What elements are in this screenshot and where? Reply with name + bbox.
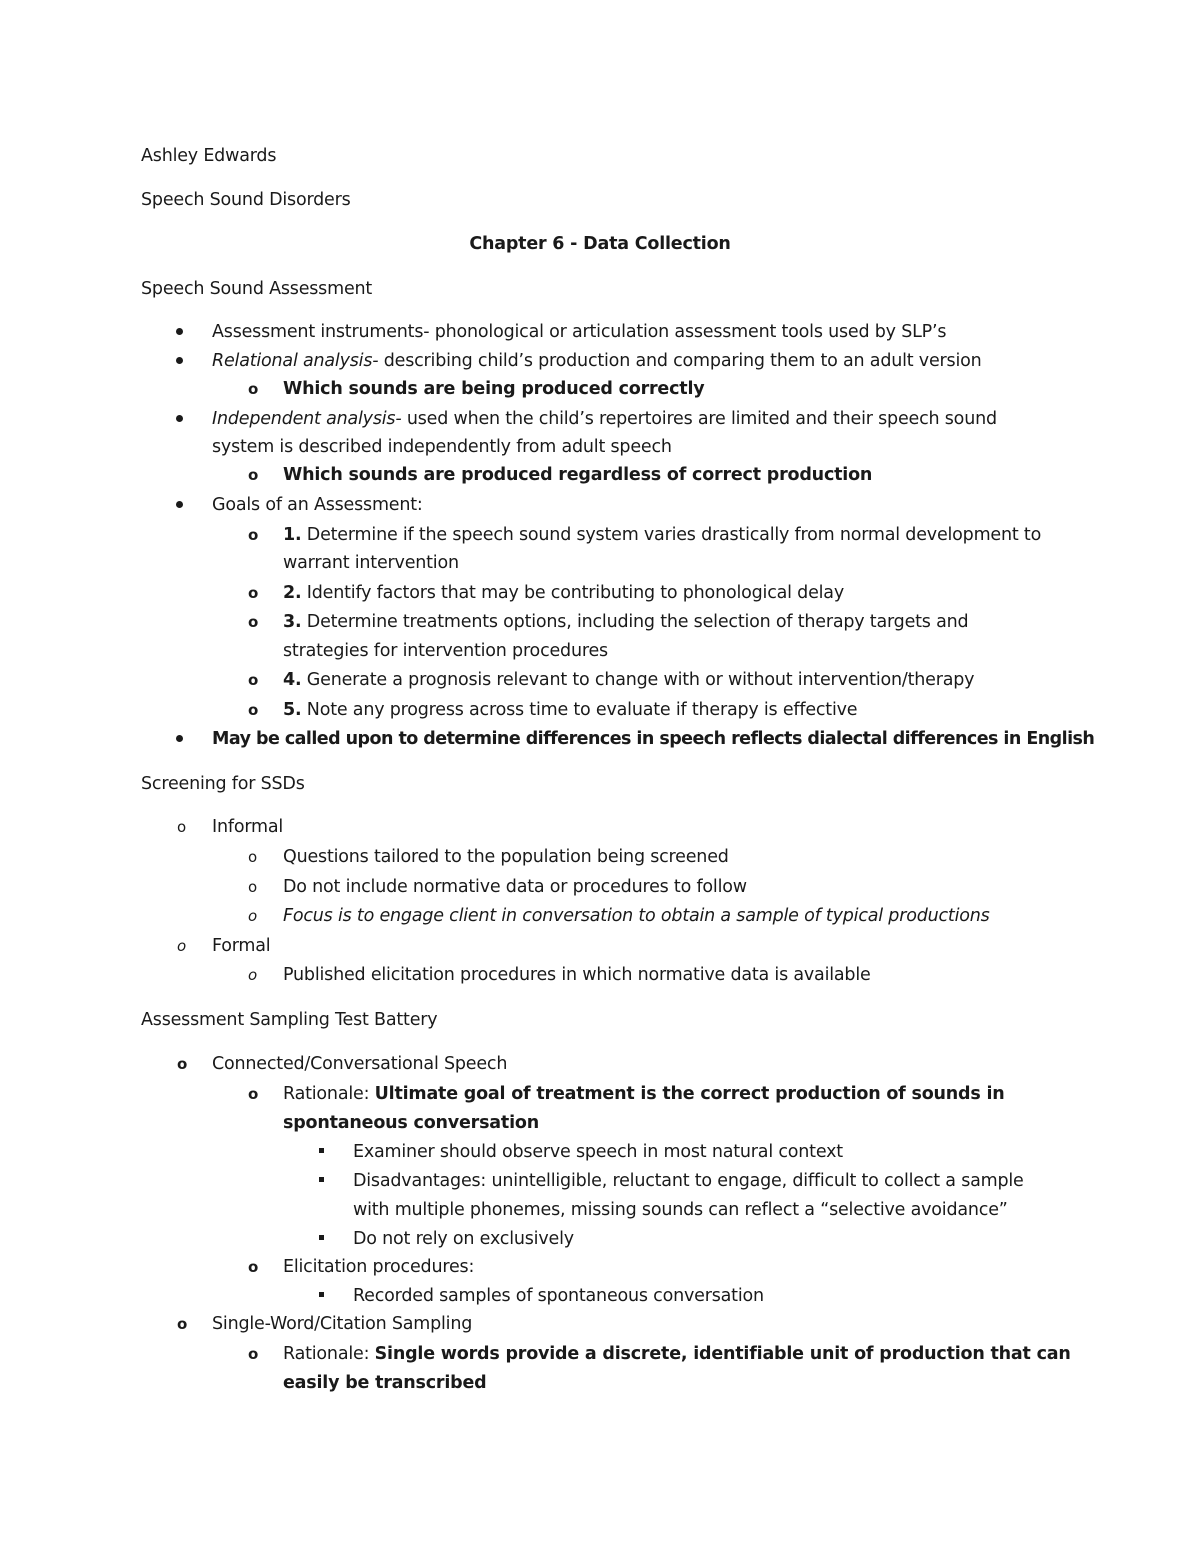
bullet-icon (176, 501, 183, 508)
list-item: Informal (212, 817, 284, 837)
sub-bullet-o: o (248, 1345, 259, 1363)
term-relational-analysis: Relational analysis- (212, 351, 379, 371)
sub-bullet-o: o (248, 878, 257, 896)
sub-bullet-o: o (177, 818, 186, 836)
list-item-continued: with multiple phonemes, missing sounds can reflect a “selective avoidance” (353, 1200, 1008, 1220)
list-item: Formal (212, 936, 271, 956)
sub-bullet-o: o (248, 613, 259, 631)
list-item: Which sounds are produced regardless of correct production (283, 465, 873, 485)
sub-bullet-o: o (177, 1315, 188, 1333)
goal-item: 2. Identify factors that may be contributing to phonological delay (283, 583, 844, 603)
sub-bullet-o: o (248, 907, 257, 925)
list-item: Single-Word/Citation Sampling (212, 1314, 473, 1334)
bullet-icon (176, 357, 183, 364)
sub-bullet-o: o (248, 848, 257, 866)
list-item: Questions tailored to the population being screened (283, 847, 729, 867)
sub-bullet-o: o (177, 937, 186, 955)
list-item: Independent analysis- used when the child’s repertoires are limited and their speech sound (212, 409, 997, 429)
square-bullet-icon (319, 1292, 324, 1297)
list-item: Goals of an Assessment: (212, 495, 423, 515)
list-item: Examiner should observe speech in most natural context (353, 1142, 843, 1162)
section-heading-battery: Assessment Sampling Test Battery (141, 1010, 438, 1030)
list-item: Rationale: Single words provide a discrete, identifiable unit of production that can (283, 1344, 1071, 1364)
section-heading-assessment: Speech Sound Assessment (141, 279, 373, 299)
square-bullet-icon (319, 1235, 324, 1240)
sub-bullet-o: o (248, 701, 259, 719)
sub-bullet-o: o (248, 466, 259, 484)
list-item: Do not include normative data or procedures to follow (283, 877, 747, 897)
section-heading-screening: Screening for SSDs (141, 774, 305, 794)
goal-item: 4. Generate a prognosis relevant to change with or without intervention/therapy (283, 670, 975, 690)
bullet-icon (176, 735, 183, 742)
bullet-icon (176, 328, 183, 335)
sub-bullet-o: o (248, 526, 259, 544)
term-independent-analysis: Independent analysis- (212, 409, 402, 429)
sub-bullet-o: o (248, 966, 257, 984)
sub-bullet-o: o (248, 380, 259, 398)
bullet-icon (176, 415, 183, 422)
list-item-text: describing child’s production and comparing them to an adult version (378, 351, 982, 371)
sub-bullet-o: o (248, 584, 259, 602)
list-item: Published elicitation procedures in which normative data is available (283, 965, 871, 985)
course-name: Speech Sound Disorders (141, 190, 351, 210)
sub-bullet-o: o (177, 1055, 188, 1073)
goal-item-continued: warrant intervention (283, 553, 459, 573)
chapter-title: Chapter 6 - Data Collection (469, 234, 731, 254)
goal-item: 5. Note any progress across time to evaluate if therapy is effective (283, 700, 858, 720)
list-item-continued: spontaneous conversation (283, 1113, 539, 1133)
list-item: May be called upon to determine differences in speech reflects dialectal differences in English (212, 729, 1095, 749)
sub-bullet-o: o (248, 1085, 259, 1103)
list-item: Rationale: Ultimate goal of treatment is the correct production of sounds in (283, 1084, 1005, 1104)
list-item-continued: system is described independently from adult speech (212, 437, 672, 457)
square-bullet-icon (319, 1177, 324, 1182)
sub-bullet-o: o (248, 671, 259, 689)
list-item: Disadvantages: unintelligible, reluctant to engage, difficult to collect a sample (353, 1171, 1024, 1191)
goal-item: 3. Determine treatments options, including the selection of therapy targets and (283, 612, 969, 632)
list-item: Assessment instruments- phonological or articulation assessment tools used by SLP’s (212, 322, 947, 342)
square-bullet-icon (319, 1148, 324, 1153)
goal-item-continued: strategies for intervention procedures (283, 641, 608, 661)
goal-item: 1. Determine if the speech sound system varies drastically from normal development to (283, 525, 1042, 545)
list-item: Focus is to engage client in conversation to obtain a sample of typical productions (283, 906, 990, 926)
list-item: Connected/Conversational Speech (212, 1054, 508, 1074)
list-item: Recorded samples of spontaneous conversation (353, 1286, 764, 1306)
author-name: Ashley Edwards (141, 146, 277, 166)
sub-bullet-o: o (248, 1258, 259, 1276)
list-item: Elicitation procedures: (283, 1257, 475, 1277)
list-item: Do not rely on exclusively (353, 1229, 574, 1249)
list-item-continued: easily be transcribed (283, 1373, 487, 1393)
list-item: Which sounds are being produced correctly (283, 379, 705, 399)
list-item (212, 350, 982, 372)
